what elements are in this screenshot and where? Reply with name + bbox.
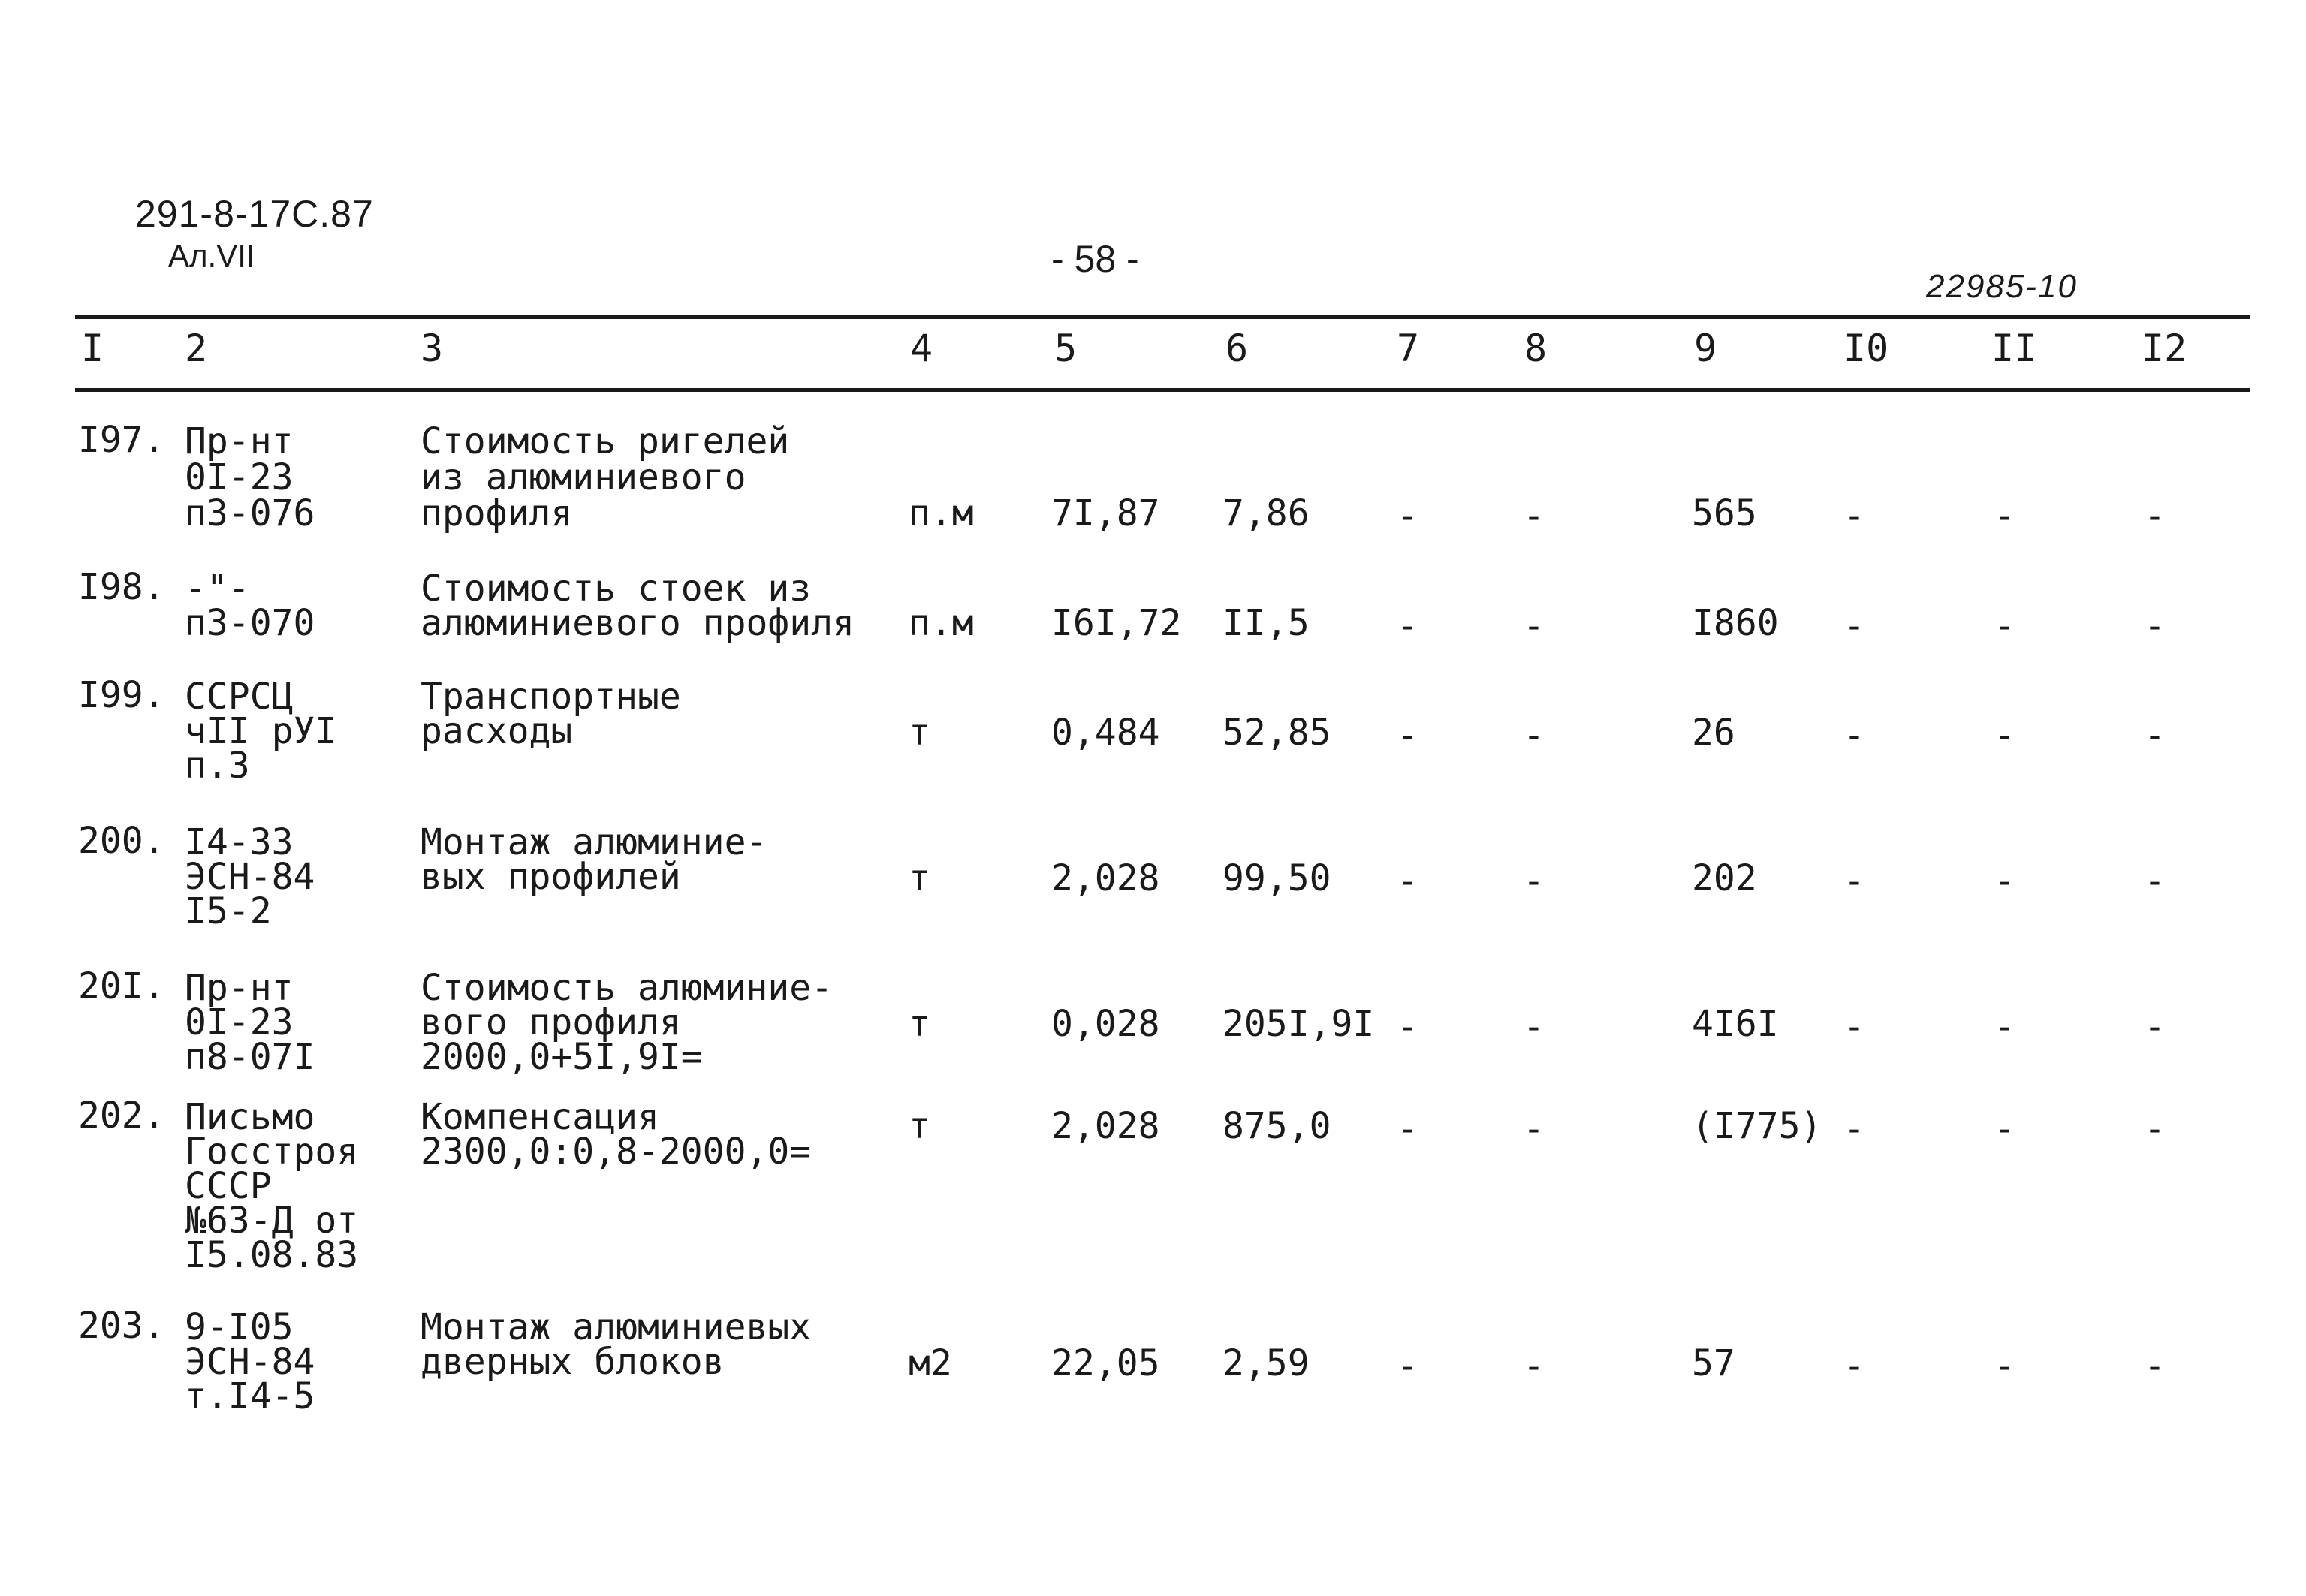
row-reference: 9-I05 xyxy=(185,1306,294,1348)
row-quantity: 22,05 xyxy=(1051,1342,1160,1384)
row-col-11: - xyxy=(1994,1006,2015,1048)
column-header: 4 xyxy=(910,327,933,370)
row-total: 202 xyxy=(1692,857,1757,899)
column-header: 8 xyxy=(1524,327,1548,370)
column-header: I xyxy=(81,327,104,370)
column-header: I2 xyxy=(2142,327,2187,370)
row-quantity: 0,028 xyxy=(1051,1003,1160,1045)
row-unit-price: 205I,9I xyxy=(1222,1003,1375,1045)
row-col-11: - xyxy=(1994,860,2015,902)
column-header: 6 xyxy=(1225,327,1249,370)
row-number: I97. xyxy=(78,419,165,461)
row-quantity: 2,028 xyxy=(1051,857,1160,899)
row-reference: п3-076 xyxy=(185,492,315,535)
row-reference: Письмо xyxy=(185,1096,315,1138)
column-header: II xyxy=(1991,327,2037,370)
row-col-11: - xyxy=(1994,1345,2015,1387)
row-col-8: - xyxy=(1523,1108,1545,1150)
row-col-12: - xyxy=(2144,1345,2166,1387)
row-description: вых профилей xyxy=(421,856,681,898)
row-description: Стоимость ригелей xyxy=(421,420,790,462)
row-col-8: - xyxy=(1523,605,1545,647)
row-col-10: - xyxy=(1843,715,1865,757)
row-unit: т xyxy=(909,857,930,899)
row-quantity: 0,484 xyxy=(1051,712,1160,754)
row-col-11: - xyxy=(1994,605,2015,647)
row-total: 565 xyxy=(1692,492,1757,535)
row-col-10: - xyxy=(1843,1108,1865,1150)
row-number: 203. xyxy=(78,1305,165,1347)
row-col-10: - xyxy=(1843,495,1865,538)
row-unit-price: 99,50 xyxy=(1222,857,1331,899)
row-quantity: 2,028 xyxy=(1051,1105,1160,1147)
row-reference: -"- xyxy=(185,568,250,610)
row-col-7: - xyxy=(1397,860,1418,902)
row-reference: ЭСН-84 xyxy=(185,1341,315,1383)
row-reference: п3-070 xyxy=(185,602,315,644)
row-description: 2000,0+5I,9I= xyxy=(421,1036,703,1078)
sheet-label: Ал.VII xyxy=(168,238,255,273)
row-col-12: - xyxy=(2144,605,2166,647)
row-col-8: - xyxy=(1523,1006,1545,1048)
column-header: 5 xyxy=(1054,327,1078,370)
row-reference: 0I-23 xyxy=(185,1001,294,1043)
row-col-7: - xyxy=(1397,495,1418,538)
row-reference: Госстроя xyxy=(185,1131,359,1173)
row-description: Транспортные xyxy=(421,676,681,718)
row-col-12: - xyxy=(2144,860,2166,902)
row-number: 20I. xyxy=(78,965,165,1007)
row-description: Монтаж алюминиевых xyxy=(421,1306,812,1348)
column-header: 3 xyxy=(421,327,444,370)
row-col-12: - xyxy=(2144,1006,2166,1048)
row-col-12: - xyxy=(2144,495,2166,538)
row-col-7: - xyxy=(1397,1006,1418,1048)
row-description: дверных блоков xyxy=(421,1341,725,1383)
row-number: 202. xyxy=(78,1095,165,1137)
row-reference: п8-07I xyxy=(185,1036,315,1078)
row-reference: ССРСЦ xyxy=(185,676,294,718)
row-unit-price: 2,59 xyxy=(1222,1342,1310,1384)
row-reference: I5-2 xyxy=(185,890,272,932)
row-col-11: - xyxy=(1994,1108,2015,1150)
row-description: 2300,0:0,8-2000,0= xyxy=(421,1131,812,1173)
row-description: расходы xyxy=(421,710,573,752)
row-quantity: 7I,87 xyxy=(1051,492,1160,535)
row-description: из алюминиевого xyxy=(421,456,746,498)
row-reference: I4-33 xyxy=(185,821,294,863)
row-col-10: - xyxy=(1843,1006,1865,1048)
table-header-rule xyxy=(75,388,2250,392)
row-unit: т xyxy=(909,712,930,754)
document-code: 291-8-17С.87 xyxy=(135,193,374,235)
row-reference: ЭСН-84 xyxy=(185,856,315,898)
row-unit-price: 52,85 xyxy=(1222,712,1331,754)
column-header: 9 xyxy=(1694,327,1717,370)
row-reference: I5.08.83 xyxy=(185,1234,359,1276)
row-col-7: - xyxy=(1397,715,1418,757)
row-col-11: - xyxy=(1994,495,2015,538)
row-col-8: - xyxy=(1523,495,1545,538)
row-quantity: I6I,72 xyxy=(1051,602,1182,644)
row-reference: Пр-нт xyxy=(185,420,294,462)
row-col-10: - xyxy=(1843,860,1865,902)
row-reference: 0I-23 xyxy=(185,456,294,498)
row-unit: п.м xyxy=(909,492,974,535)
row-number: 200. xyxy=(78,820,165,862)
row-description: Монтаж алюминие- xyxy=(421,821,768,863)
row-description: Компенсация xyxy=(421,1096,659,1138)
row-unit: п.м xyxy=(909,602,974,644)
row-reference: СССР xyxy=(185,1165,272,1207)
row-unit-price: 7,86 xyxy=(1222,492,1310,535)
row-total: I860 xyxy=(1692,602,1779,644)
row-description: Стоимость стоек из xyxy=(421,568,812,610)
row-description: вого профиля xyxy=(421,1001,681,1043)
page-number: - 58 - xyxy=(1051,238,1139,280)
row-total: 4I6I xyxy=(1692,1003,1779,1045)
row-description: профиля xyxy=(421,492,573,535)
table-top-rule xyxy=(75,315,2250,319)
row-description: Стоимость алюминие- xyxy=(421,967,833,1009)
archive-number: 22985-10 xyxy=(1926,268,2078,305)
row-col-11: - xyxy=(1994,715,2015,757)
row-unit: т xyxy=(909,1003,930,1045)
row-col-7: - xyxy=(1397,1108,1418,1150)
row-description: алюминиевого профиля xyxy=(421,602,855,644)
row-col-10: - xyxy=(1843,605,1865,647)
row-unit-price: 875,0 xyxy=(1222,1105,1331,1147)
row-unit: т xyxy=(909,1105,930,1147)
column-header: 7 xyxy=(1397,327,1420,370)
row-number: I99. xyxy=(78,674,165,716)
row-col-8: - xyxy=(1523,715,1545,757)
row-reference: т.I4-5 xyxy=(185,1375,315,1417)
column-header: I0 xyxy=(1843,327,1889,370)
row-col-7: - xyxy=(1397,605,1418,647)
row-reference: чII рУI xyxy=(185,710,337,752)
row-col-7: - xyxy=(1397,1345,1418,1387)
row-total: 57 xyxy=(1692,1342,1735,1384)
column-header: 2 xyxy=(185,327,208,370)
row-total: 26 xyxy=(1692,712,1735,754)
row-col-12: - xyxy=(2144,1108,2166,1150)
row-unit: м2 xyxy=(909,1342,952,1384)
row-col-10: - xyxy=(1843,1345,1865,1387)
row-unit-price: II,5 xyxy=(1222,602,1310,644)
row-col-12: - xyxy=(2144,715,2166,757)
row-reference: Пр-нт xyxy=(185,967,294,1009)
row-reference: п.3 xyxy=(185,745,250,787)
row-total: (I775) xyxy=(1692,1105,1822,1147)
row-col-8: - xyxy=(1523,860,1545,902)
row-number: I98. xyxy=(78,566,165,608)
row-col-8: - xyxy=(1523,1345,1545,1387)
row-reference: №63-Д от xyxy=(185,1200,359,1242)
